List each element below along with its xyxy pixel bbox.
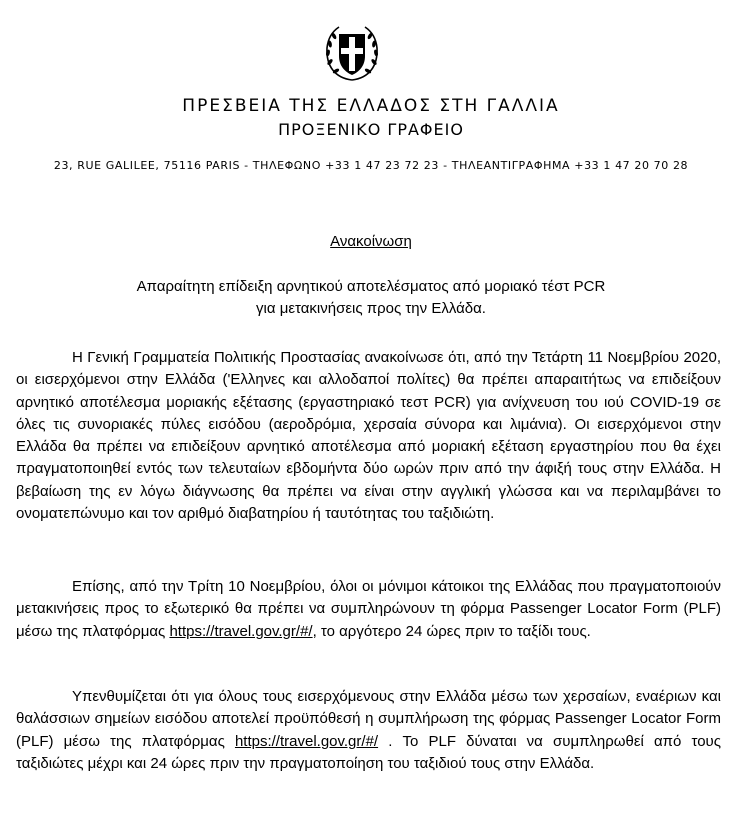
announcement-heading: Ανακοίνωση bbox=[330, 233, 412, 250]
paragraph-plf-outbound bbox=[16, 576, 721, 643]
paragraph-text: Υπενθυμίζεται ότι για όλους τους εισερχόμενους στην Ελλάδα μέσω των χερσαίων, εναέριων και θαλάσσιων σημείων εισόδου αποτελεί προϋπόθεσή η συμπλήρωση της φόρμας Passenger Locator Form (PLF) μέσω της πλατφόρμας bbox=[16, 688, 721, 750]
announcement-subtitle bbox=[40, 276, 702, 320]
paragraph-pcr-requirement: Η Γενική Γραμματεία Πολιτικής Προστασίας ανακοίνωσε ότι, από την Τετάρτη 11 Νοεμβρίου 2020, οι εισερχόμενοι στην Ελλάδα ('Ελληνες και αλλοδαποί πολίτες) θα πρέπει απαραιτήτως να επιδείξουν αρνητικό αποτέλεσμα μοριακής εξέτασης (εργαστηριακό τεστ PCR) για ανίχνευση του ιού COVID-19 σε όλες τις συνοριακές πύλες εισόδου (αεροδρόμια, χερσαία σύνορα και λιμάνια). Οι εισερχόμενοι στην Ελλάδα θα πρέπει να επιδείξουν αρνητικό αποτέλεσμα από μοριακή εξέταση εργαστηρίου που θα έχει πραγματοποιηθεί εντός των τελευταίων εβδομήντα δύο ωρών πριν από την άφιξή τους στην Ελλάδα. Η βεβαίωση της εν λόγω διάγνωσης θα πρέπει να είναι στην αγγλική γλώσσα και να περιλαμβάνει το ονοματεπώνυμο και τον αριθμό διαβατηρίου ή ταυτότητας του ταξιδιώτη. bbox=[16, 349, 721, 523]
paragraph-plf-inbound bbox=[16, 686, 721, 775]
paragraph-text: , το αργότερο 24 ώρες πριν το ταξίδι τους. bbox=[312, 622, 591, 640]
subtitle-line-1: Απαραίτητη επίδειξη αρνητικού αποτελέσματος από μοριακό τέστ PCR bbox=[136, 278, 606, 295]
greek-coat-of-arms-icon bbox=[321, 22, 383, 84]
paragraph-text: Επίσης, από την Τρίτη 10 Νοεμβρίου, όλοι οι μόνιμοι κάτοικοι της Ελλάδας που πραγματοποιούν μετακινήσεις προς το εξωτερικό θα πρέπει να συμπληρώνουν τη φόρμα Passenger Locator Form (PLF) μέσω της πλατφόρμας bbox=[16, 578, 721, 640]
office-title: ΠΡΕΣΒΕΙΑ ΤΗΣ ΕΛΛΑΔΟΣ ΣΤΗ ΓΑΛΛΙΑ bbox=[182, 96, 560, 116]
office-subtitle: ΠΡΟΞΕΝΙΚΟ ΓΡΑΦΕΙΟ bbox=[278, 120, 464, 139]
paragraph-text: . Το PLF δύναται να συμπληρωθεί από τους ταξιδιώτες μέχρι και 24 ώρες πριν την πραγματοποίηση του ταξιδιού τους στην Ελλάδα. bbox=[16, 732, 721, 772]
travel-gov-link[interactable]: https://travel.gov.gr/#/ bbox=[234, 732, 379, 750]
subtitle-line-2: για μετακινήσεις προς την Ελλάδα. bbox=[256, 300, 486, 317]
travel-gov-link[interactable]: https://travel.gov.gr/#/ bbox=[169, 622, 313, 640]
contact-line: 23, RUE GALILEE, 75116 PARIS - ΤΗΛΕΦΩΝΟ +33 1 47 23 72 23 - ΤΗΛΕΑΝΤΙΓΡΑΦΗΜΑ +33 1 47 20 70 28 bbox=[53, 159, 689, 172]
